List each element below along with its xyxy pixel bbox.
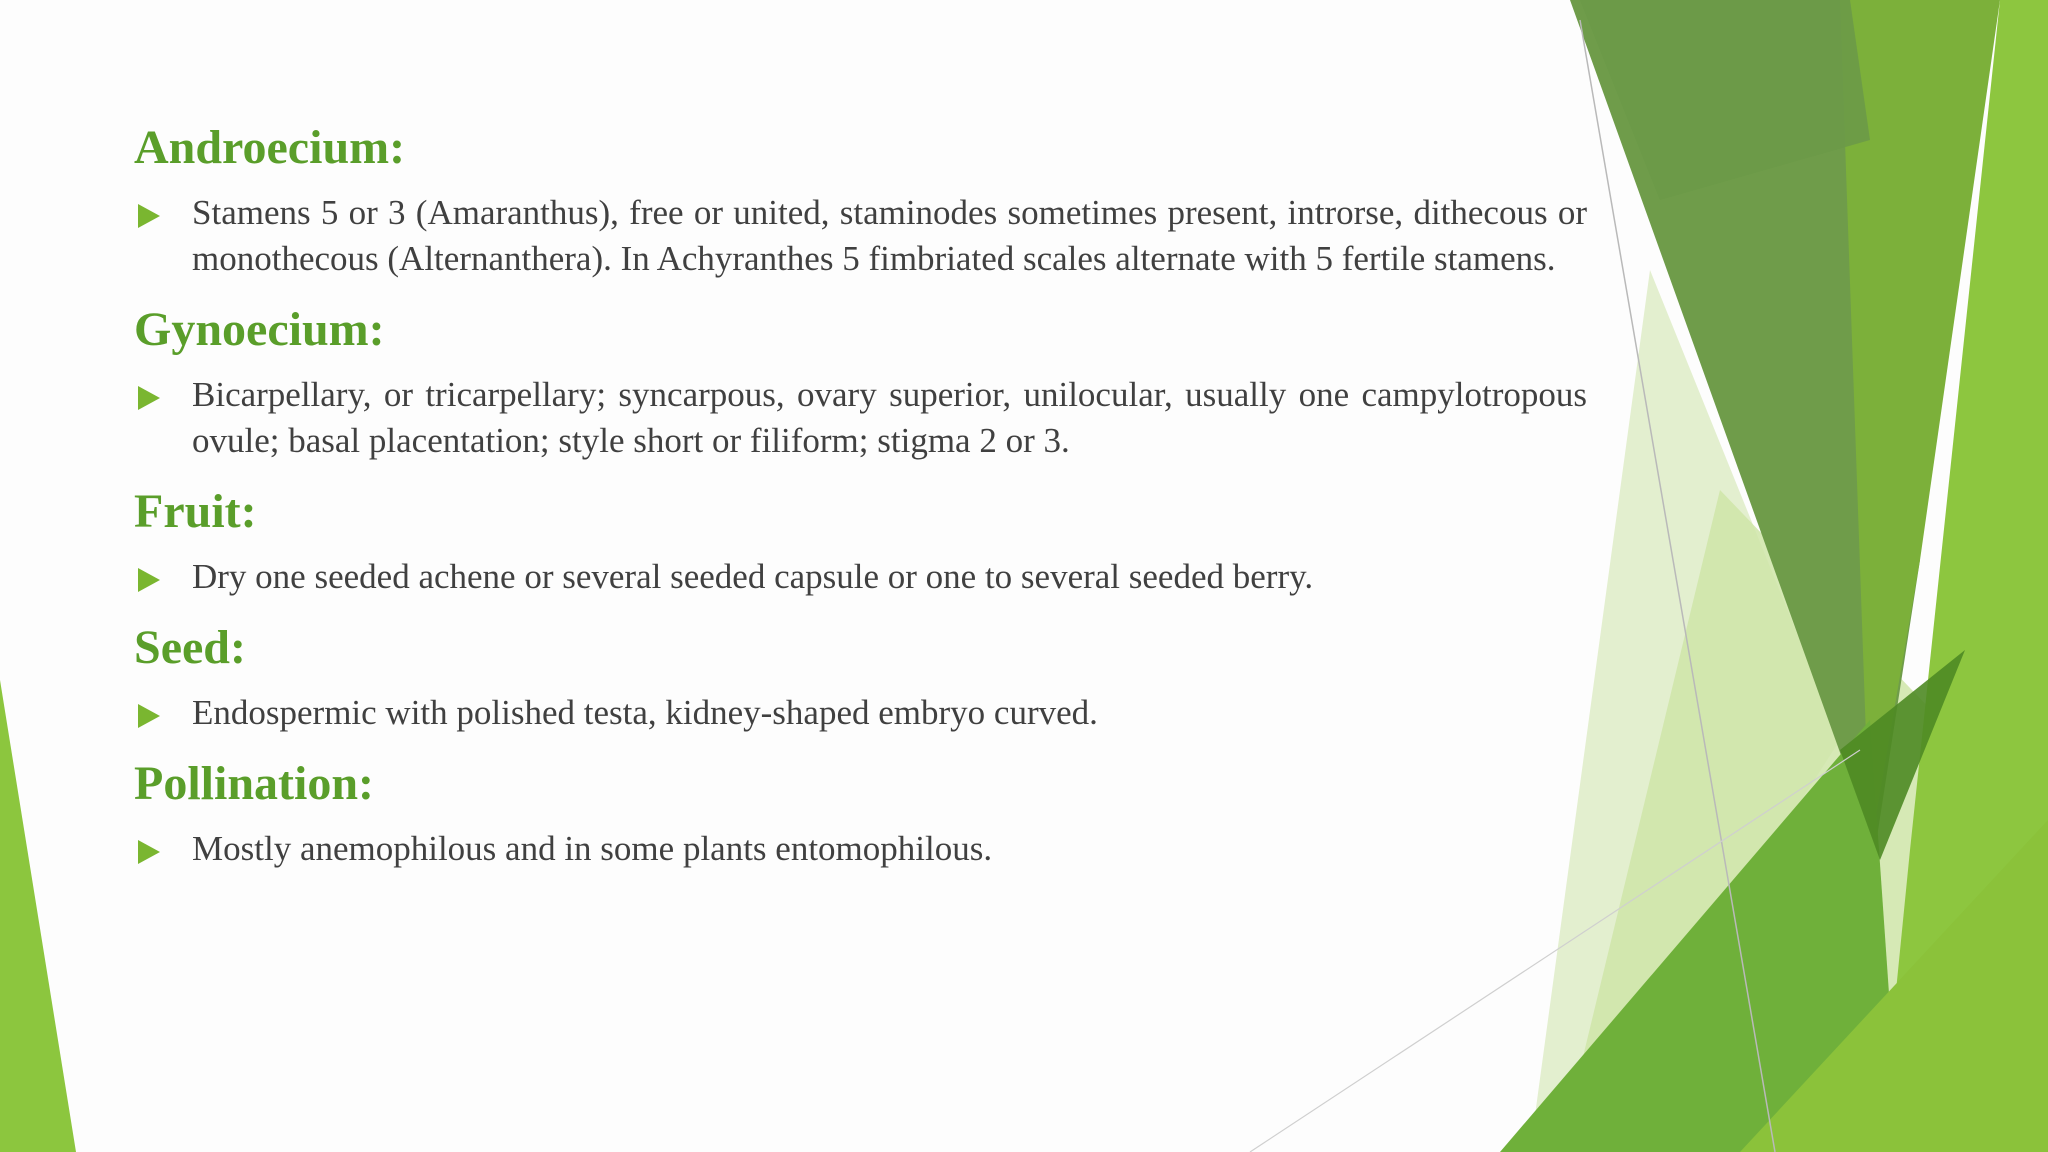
bullet-text: Endospermic with polished testa, kidney-shaped embryo curved. (192, 693, 1098, 732)
bullet-item (134, 826, 1587, 872)
section-seed (134, 618, 1587, 736)
section-heading: Seed: (134, 621, 246, 674)
section-heading: Fruit: (134, 485, 257, 538)
section-heading: Gynoecium: (134, 303, 385, 356)
section-fruit (134, 482, 1587, 600)
triangle-bullet-icon (134, 690, 192, 736)
triangle-bullet-icon (134, 554, 192, 600)
bullet-text: Bicarpellary, or tricarpellary; syncarpous, ovary superior, unilocular, usually one campylotropous ovule; basal placentation; style short or filiform; stigma 2 or 3. (192, 375, 1587, 460)
section-heading: Pollination: (134, 757, 375, 810)
bullet-item (134, 554, 1587, 600)
triangle-bullet-icon (134, 826, 192, 872)
left-green-sliver (0, 680, 76, 1152)
bullet-text: Dry one seeded achene or several seeded capsule or one to several seeded berry. (192, 557, 1314, 596)
section-gynoecium (134, 300, 1587, 464)
slide-content (134, 118, 1587, 890)
bullet-item (134, 690, 1587, 736)
triangle-bullet-icon (134, 190, 192, 236)
section-pollination (134, 754, 1587, 872)
bullet-text: Mostly anemophilous and in some plants entomophilous. (192, 829, 993, 868)
section-androecium (134, 118, 1587, 282)
bullet-text: Stamens 5 or 3 (Amaranthus), free or united, staminodes sometimes present, introrse, dithecous or monothecous (Alternanthera). In Achyranthes 5 fimbriated scales alternate with 5 fertile stamens. (192, 193, 1587, 278)
bullet-item (134, 372, 1587, 464)
bullet-item (134, 190, 1587, 282)
section-heading: Androecium: (134, 121, 406, 174)
triangle-bullet-icon (134, 372, 192, 418)
